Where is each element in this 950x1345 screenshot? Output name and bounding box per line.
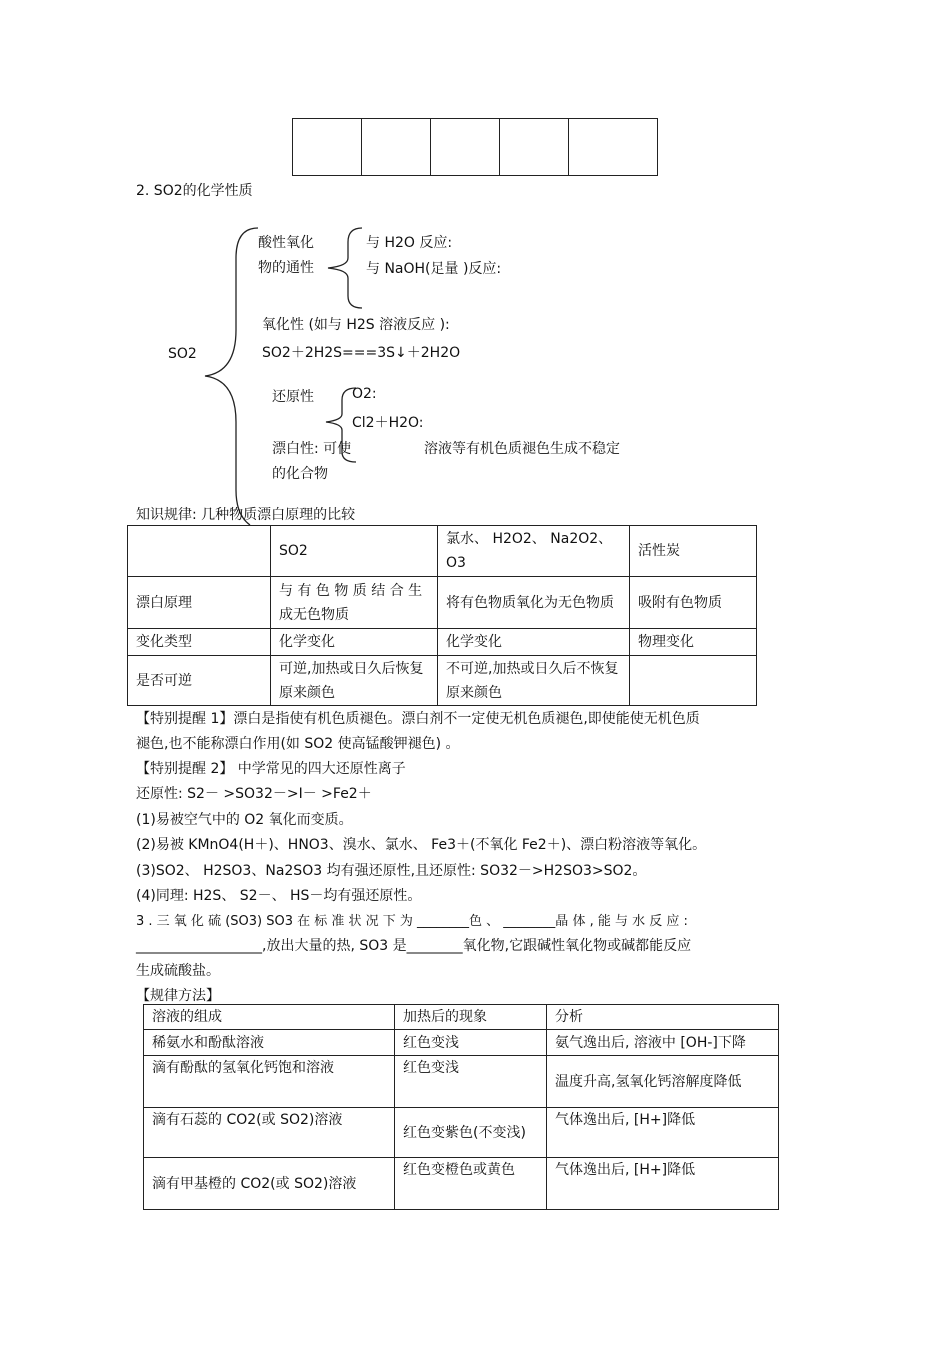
- table-cell: 吸附有色物质: [630, 577, 757, 629]
- table-header-cell: 加热后的现象: [395, 1005, 547, 1030]
- list-item-3: (3)SO2、 H2SO3、Na2SO3 均有强还原性,且还原性: SO32－>H2SO3>SO2。: [136, 863, 647, 879]
- table-cell: 化学变化: [271, 629, 438, 656]
- so3-line2: __________________,放出大量的热, SO3 是________氧化物,它跟碱性氧化物或碱都能反应: [136, 938, 692, 954]
- table-cell: 漂白原理: [128, 577, 271, 629]
- list-item-4: (4)同理: H2S、 S2－、 HS－均有强还原性。: [136, 888, 422, 904]
- table-header-cell: SO2: [271, 526, 438, 577]
- table-cell: 与 有 色 物 质 结 合 生 成无色物质: [271, 577, 438, 629]
- acid-oxide-label-2: 物的通性: [258, 260, 314, 276]
- tip1-line1: 【特别提醒 1】漂白是指使有机色质褪色。漂白剂不一定使无机色质褪色,即使能使无机色质: [136, 711, 700, 727]
- table-cell: 是否可逆: [128, 656, 271, 706]
- bleach-label: 漂白性: 可使: [272, 441, 352, 457]
- list-item-2: (2)易被 KMnO4(H＋)、HNO3、溴水、氯水、 Fe3＋(不氧化 Fe2＋)、漂白粉溶液等氧化。: [136, 837, 707, 853]
- tree-root: SO2: [168, 346, 197, 362]
- table-cell: 可逆,加热或日久后恢复原来颜色: [271, 656, 438, 706]
- table-cell: 滴有石蕊的 CO2(或 SO2)溶液: [144, 1108, 395, 1158]
- table-header-cell: 分析: [547, 1005, 779, 1030]
- section-title: 2. SO2的化学性质: [136, 183, 253, 199]
- table-cell: 红色变浅: [395, 1030, 547, 1056]
- table-cell: 化学变化: [438, 629, 630, 656]
- react-naoh: 与 NaOH(足量 )反应:: [366, 261, 502, 277]
- reducing-label: 还原性: [272, 389, 314, 405]
- bleach-table: [127, 525, 757, 706]
- table-cell: 红色变浅: [395, 1056, 547, 1108]
- table-cell: 将有色物质氧化为无色物质: [438, 577, 630, 629]
- table-cell: 气体逸出后, [H+]降低: [547, 1158, 779, 1210]
- tip1-line2: 褪色,也不能称漂白作用(如 SO2 使高锰酸钾褪色) 。: [136, 736, 460, 752]
- list-item-1: (1)易被空气中的 O2 氧化而变质。: [136, 812, 353, 828]
- so3-line1: 3 . 三 氧 化 硫 (SO3) SO3 在 标 准 状 况 下 为 ________色 、 ________晶 体 , 能 与 水 反 应 :: [136, 914, 688, 929]
- table-cell: 物理变化: [630, 629, 757, 656]
- table-header-cell: 溶液的组成: [144, 1005, 395, 1030]
- bleach-text: 溶液等有机色质褪色生成不稳定: [424, 441, 620, 457]
- table-cell: 红色变橙色或黄色: [395, 1158, 547, 1210]
- oxidizing-equation: SO2＋2H2S===3S↓＋2H2O: [262, 345, 461, 361]
- oxidizing-label: 氧化性 (如与 H2S 溶液反应 ):: [262, 317, 450, 333]
- table-header-cell: 氯水、 H2O2、 Na2O2、O3: [438, 526, 630, 577]
- reduce-cl2: Cl2＋H2O:: [352, 415, 424, 431]
- table-cell: 气体逸出后, [H+]降低: [547, 1108, 779, 1158]
- table-cell: 氨气逸出后, 溶液中 [OH-]下降: [547, 1030, 779, 1056]
- method-title: 【规律方法】: [136, 988, 220, 1004]
- knowledge-title: 知识规律: 几种物质漂白原理的比较: [136, 507, 356, 523]
- table-header-cell: [128, 526, 271, 577]
- bleach-text-2: 的化合物: [272, 466, 328, 482]
- tip2-line: 【特别提醒 2】 中学常见的四大还原性离子: [136, 761, 406, 777]
- table-cell: 滴有甲基橙的 CO2(或 SO2)溶液: [144, 1158, 395, 1210]
- reduce-order: 还原性: S2－ >SO32－>I－ >Fe2＋: [136, 786, 372, 802]
- so3-line3: 生成硫酸盐。: [136, 963, 220, 979]
- table-cell: [630, 656, 757, 706]
- table-cell: 红色变紫色(不变浅): [395, 1108, 547, 1158]
- react-h2o: 与 H2O 反应:: [366, 235, 453, 251]
- table-cell: 温度升高,氢氧化钙溶解度降低: [547, 1056, 779, 1108]
- table-cell: 变化类型: [128, 629, 271, 656]
- acid-oxide-label: 酸性氧化: [258, 235, 314, 251]
- table-cell: 滴有酚酞的氢氧化钙饱和溶液: [144, 1056, 395, 1108]
- reduce-o2: O2:: [352, 386, 377, 402]
- table-cell: 稀氨水和酚酞溶液: [144, 1030, 395, 1056]
- method-table: [143, 1004, 779, 1210]
- table-cell: 不可逆,加热或日久后不恢复原来颜色: [438, 656, 630, 706]
- table-header-cell: 活性炭: [630, 526, 757, 577]
